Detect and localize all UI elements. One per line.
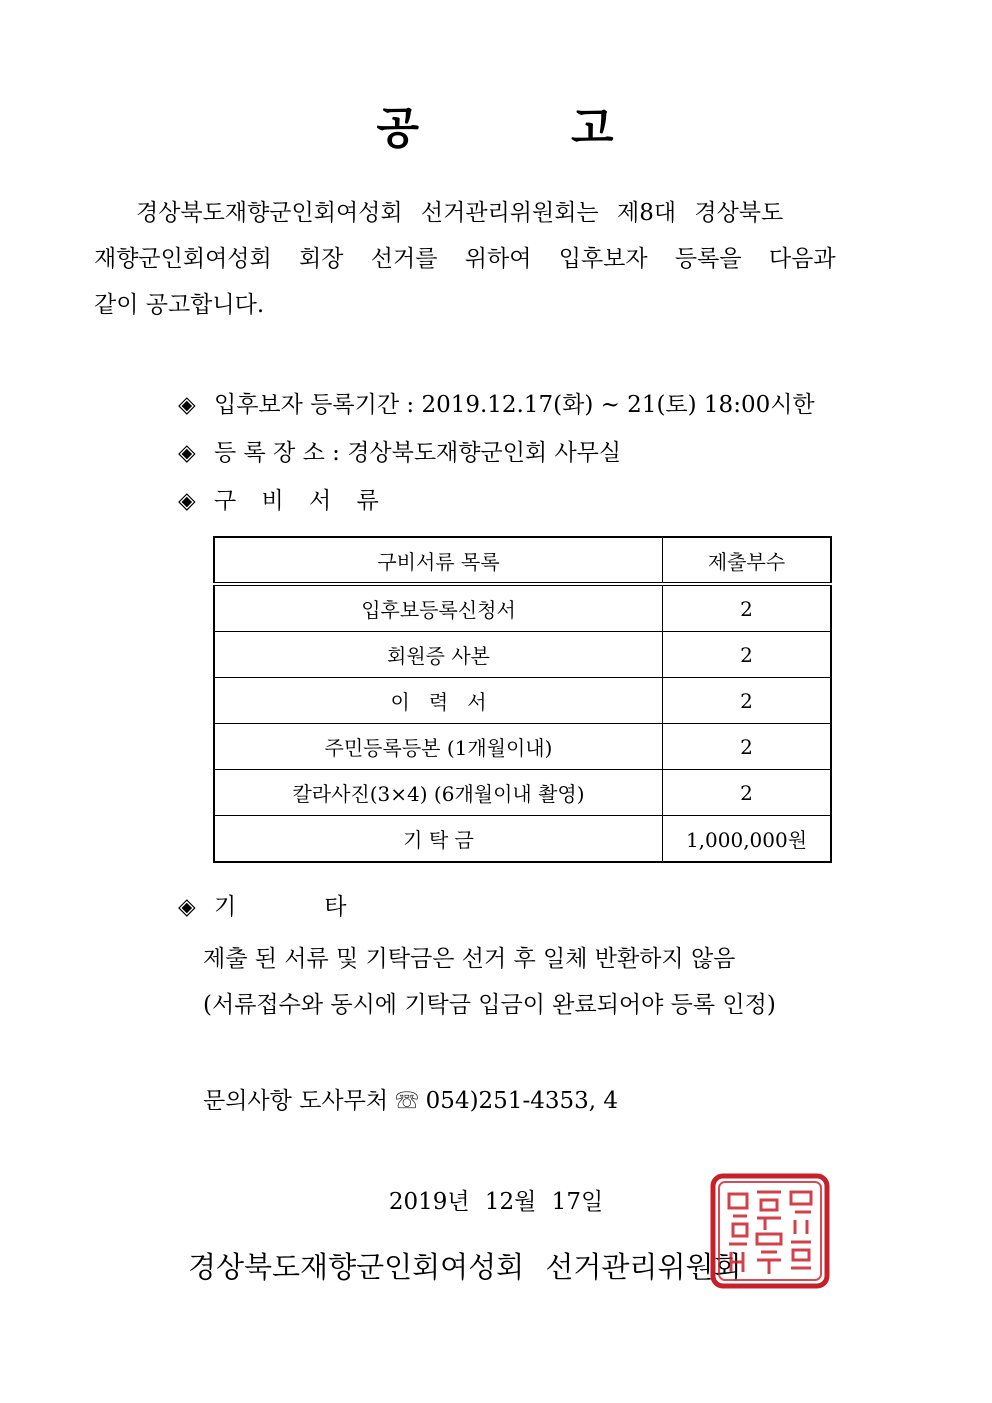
- doc-name-cell: 입후보등록신청서: [214, 584, 663, 632]
- table-row: [214, 584, 831, 632]
- diamond-bullet-icon: ◈: [178, 440, 196, 466]
- table-header-row: [214, 537, 831, 584]
- table-row: [214, 632, 831, 678]
- other-label-b: 타: [324, 894, 347, 920]
- doc-count-cell: 1,000,000원: [663, 816, 832, 863]
- intro-line-2: 재향군인회여성회 회장 선거를 위하여 입후보자 등록을 다음과: [94, 246, 836, 272]
- diamond-bullet-icon: ◈: [178, 894, 196, 920]
- other-label-a: 기: [214, 894, 237, 920]
- contact-info: 문의사항 도사무처 ☏ 054)251-4353, 4: [203, 1088, 619, 1114]
- table-row: [214, 678, 831, 724]
- column-header-doc: 구비서류 목록: [214, 537, 663, 584]
- intro-line-1: 경상북도재향군인회여성회 선거관리위원회는 제8대 경상북도: [136, 200, 784, 226]
- diamond-bullet-icon: ◈: [178, 488, 196, 514]
- table-row: [214, 770, 831, 816]
- doc-name-cell: 이 력 서: [214, 678, 663, 724]
- notice-date: 2019년 12월 17일: [388, 1189, 604, 1215]
- other-heading: [178, 888, 346, 921]
- diamond-bullet-icon: ◈: [178, 392, 196, 418]
- doc-count-cell: 2: [663, 724, 832, 770]
- registration-period: [178, 386, 815, 419]
- required-docs-heading: [178, 482, 388, 515]
- doc-count-cell: 2: [663, 678, 832, 724]
- required-docs-table: [213, 536, 832, 863]
- doc-name-cell: 회원증 사본: [214, 632, 663, 678]
- period-value: 2019.12.17(화) ~ 21(토) 18:00시한: [421, 392, 815, 418]
- other-note-2: (서류접수와 동시에 기탁금 입금이 완료되어야 등록 인정): [203, 992, 776, 1018]
- other-note-1: 제출 된 서류 및 기탁금은 선거 후 일체 반환하지 않음: [203, 946, 736, 972]
- doc-count-cell: 2: [663, 584, 832, 632]
- issuer-signature: 경상북도재향군인회여성회 선거관리위원회: [188, 1250, 742, 1284]
- docs-label: 구 비 서 류: [214, 488, 388, 514]
- place-label: 등 록 장 소 :: [214, 440, 340, 466]
- intro-line-3: 같이 공고합니다.: [94, 292, 265, 318]
- table-row: [214, 816, 831, 863]
- page-title: [0, 92, 992, 156]
- doc-count-cell: 2: [663, 632, 832, 678]
- place-value: 경상북도재향군인회 사무실: [347, 440, 622, 466]
- registration-place: [178, 434, 621, 467]
- doc-name-cell: 기 탁 금: [214, 816, 663, 863]
- title-char-2: 고: [571, 103, 616, 154]
- doc-name-cell: 주민등록등본 (1개월이내): [214, 724, 663, 770]
- doc-count-cell: 2: [663, 770, 832, 816]
- title-char-1: 공: [376, 103, 421, 154]
- period-label: 입후보자 등록기간 :: [214, 392, 415, 418]
- table-row: [214, 724, 831, 770]
- intro-paragraph: [94, 190, 904, 328]
- column-header-count: 제출부수: [663, 537, 832, 584]
- doc-name-cell: 칼라사진(3×4) (6개월이내 촬영): [214, 770, 663, 816]
- official-seal-icon: [709, 1172, 831, 1290]
